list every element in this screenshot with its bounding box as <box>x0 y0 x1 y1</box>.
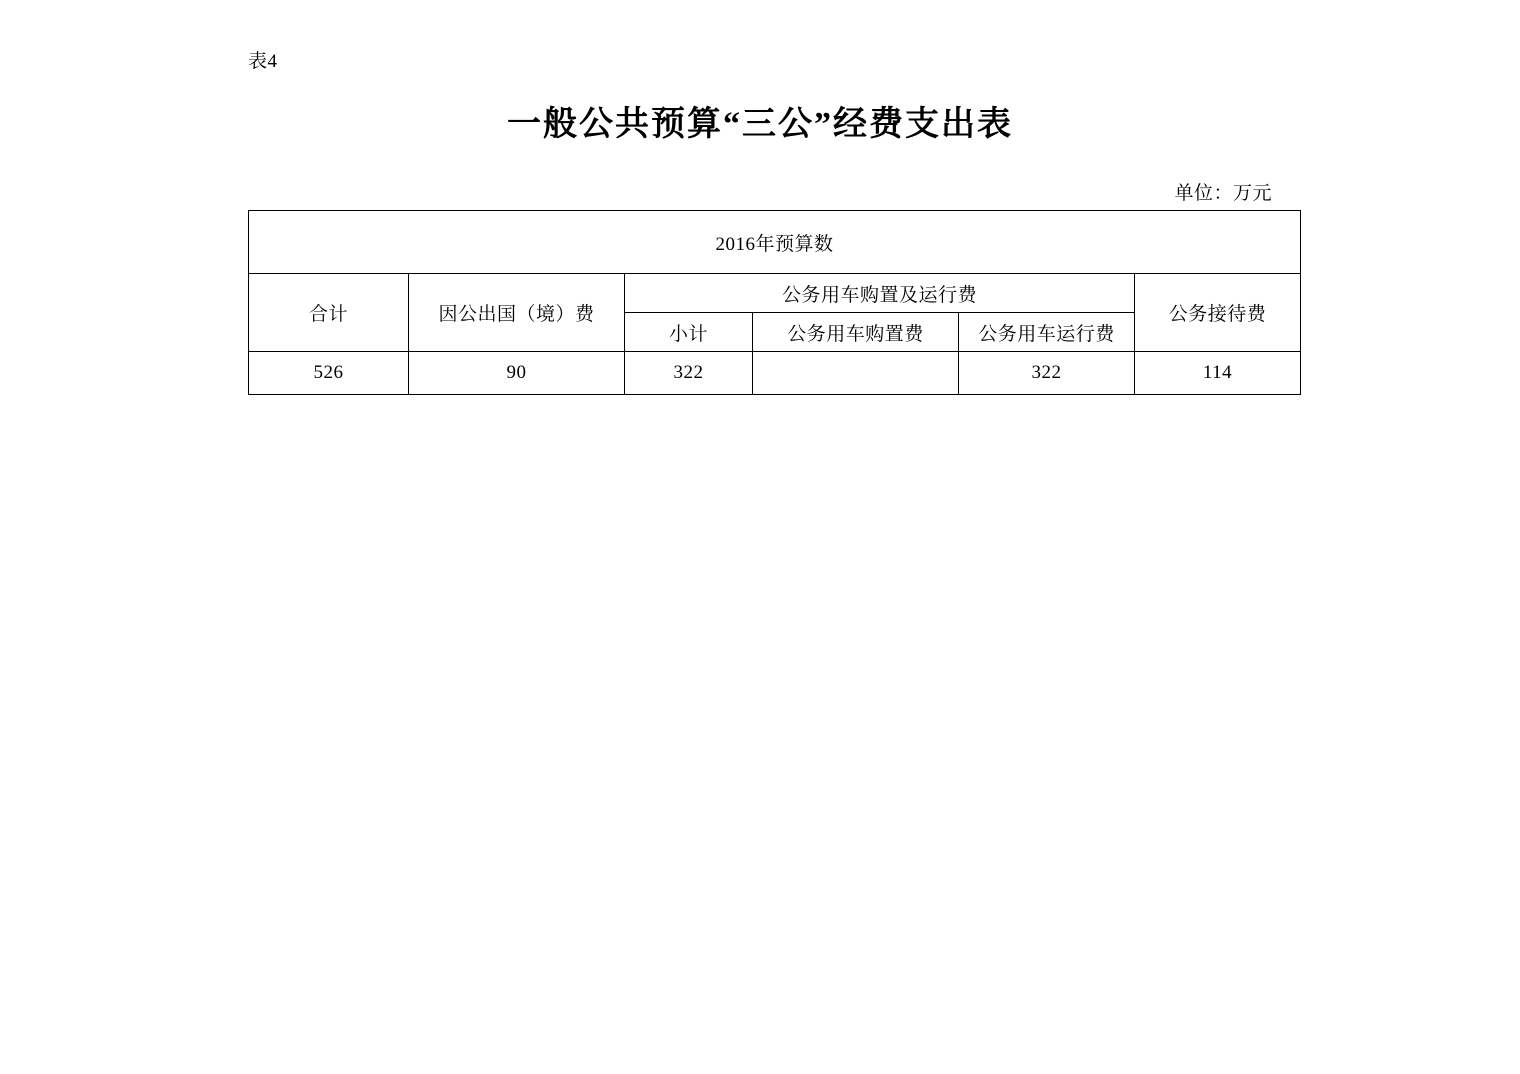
value-total: 526 <box>249 352 409 395</box>
table-row-group-header <box>249 211 1301 274</box>
header-vehicle-purchase: 公务用车购置费 <box>753 313 959 352</box>
value-vehicle-operation: 322 <box>959 352 1135 395</box>
table-row <box>249 352 1301 395</box>
header-abroad: 因公出国（境）费 <box>409 274 625 352</box>
header-reception: 公务接待费 <box>1135 274 1301 352</box>
group-header-cell: 2016年预算数 <box>249 211 1301 274</box>
value-vehicle-purchase <box>753 352 959 395</box>
header-total: 合计 <box>249 274 409 352</box>
budget-table-container <box>248 210 1272 395</box>
page-title: 一般公共预算“三公”经费支出表 <box>507 106 1013 143</box>
budget-table <box>248 210 1301 395</box>
value-reception: 114 <box>1135 352 1301 395</box>
value-abroad: 90 <box>409 352 625 395</box>
value-vehicle-subtotal: 322 <box>625 352 753 395</box>
header-vehicle-operation: 公务用车运行费 <box>959 313 1135 352</box>
table-label: 表4 <box>248 51 278 72</box>
header-vehicle-subtotal: 小计 <box>625 313 753 352</box>
table-row-header-primary <box>249 274 1301 313</box>
unit-note: 单位：万元 <box>1174 183 1272 204</box>
header-vehicle-group: 公务用车购置及运行费 <box>625 274 1135 313</box>
